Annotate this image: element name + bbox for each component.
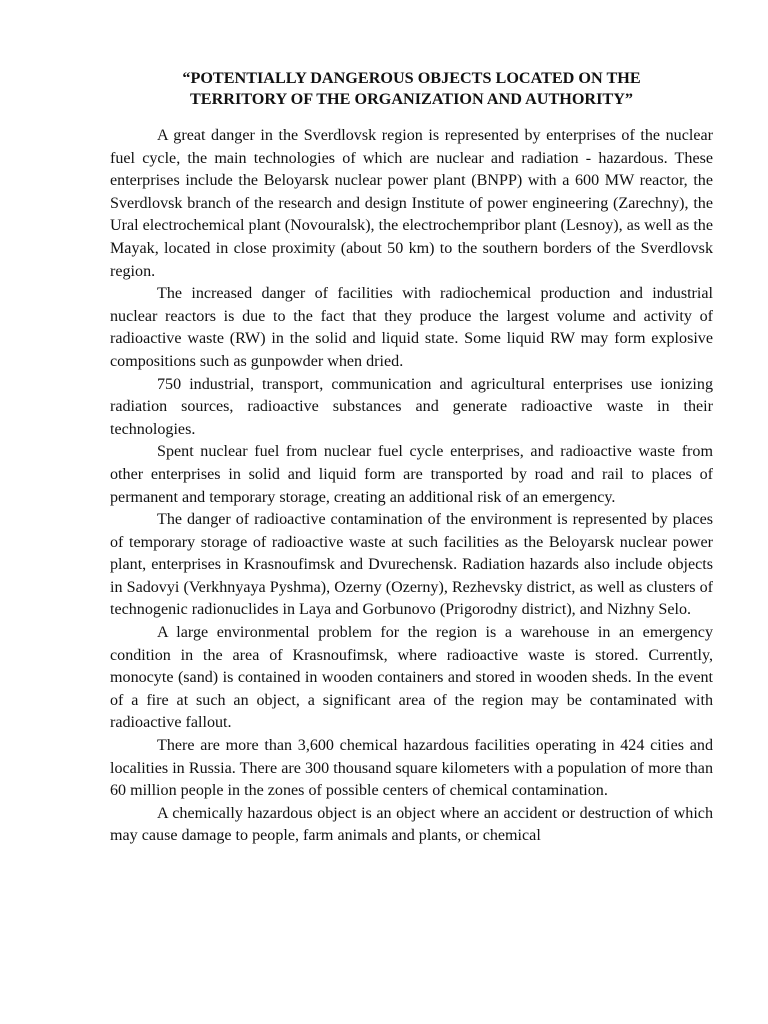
document-title-line-1: “POTENTIALLY DANGEROUS OBJECTS LOCATED ON THE <box>182 69 641 87</box>
body-paragraph-8: A chemically hazardous object is an object where an accident or destruction of which may cause damage to people, farm animals and plants, or chemical <box>110 804 713 845</box>
body-paragraph-2: The increased danger of facilities with radiochemical production and industrial nuclear reactors is due to the fact that they produce the largest volume and activity of radioactive waste (RW) in the solid and liquid state. Some liquid RW may form explosive compositions such as gunpowder when dried. <box>110 285 713 370</box>
body-paragraph-1: A great danger in the Sverdlovsk region is represented by enterprises of the nuclear fuel cycle, the main technologies of which are nuclear and radiation - hazardous. These enterprises include the Beloyarsk nuclear power plant (BNPP) with a 600 MW reactor, the Sverdlovsk branch of the research and design Institute of power engineering (Zarechny), the Ural electrochemical plant (Novouralsk), the electrochempribor plant (Lesnoy), as well as the Mayak, located in close proximity (about 50 km) to the southern borders of the Sverdlovsk region. <box>110 127 713 280</box>
document-body <box>110 125 713 848</box>
document-title <box>110 68 713 110</box>
body-paragraph-4: Spent nuclear fuel from nuclear fuel cycle enterprises, and radioactive waste from other enterprises in solid and liquid form are transported by road and rail to places of permanent and temporary storage, creating an additional risk of an emergency. <box>110 443 713 506</box>
body-paragraph-3: 750 industrial, transport, communication and agricultural enterprises use ionizing radiation sources, radioactive substances and generate radioactive waste in their technologies. <box>110 375 713 438</box>
body-paragraph-6: A large environmental problem for the region is a warehouse in an emergency condition in the area of Krasnoufimsk, where radioactive waste is stored. Currently, monocyte (sand) is contained in wooden containers and stored in wooden sheds. In the event of a fire at such an object, a significant area of the region may be contaminated with radioactive fallout. <box>110 624 713 732</box>
body-paragraph-7: There are more than 3,600 chemical hazardous facilities operating in 424 cities and localities in Russia. There are 300 thousand square kilometers with a population of more than 60 million people in the zones of possible centers of chemical contamination. <box>110 737 713 800</box>
document-title-line-2: TERRITORY OF THE ORGANIZATION AND AUTHORITY” <box>189 90 633 108</box>
body-paragraph-5: The danger of radioactive contamination of the environment is represented by places of temporary storage of radioactive waste at such facilities as the Beloyarsk nuclear power plant, enterprises in Krasnoufimsk and Dvurechensk. Radiation hazards also include objects in Sadovyi (Verkhnyaya Pyshma), Ozerny (Ozerny), Rezhevsky district, as well as clusters of technogenic radionuclides in Laya and Gorbunovo (Prigorodny district), and Nizhny Selo. <box>110 511 713 619</box>
